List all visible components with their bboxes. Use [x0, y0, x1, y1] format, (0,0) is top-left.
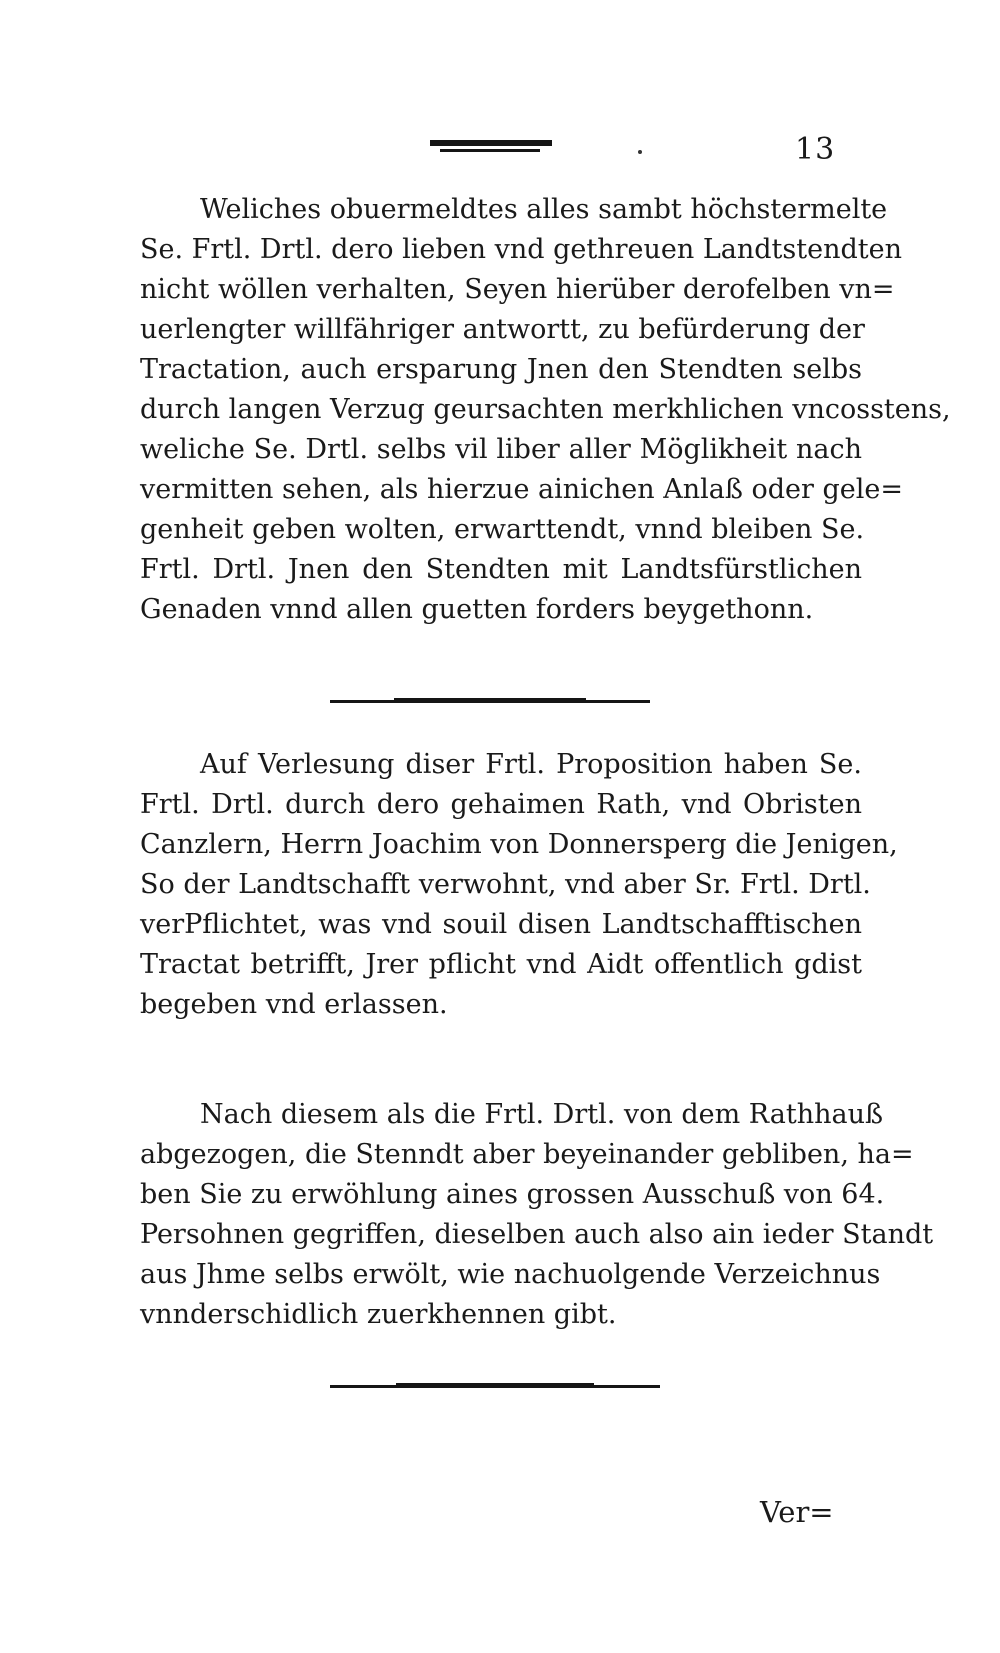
section-divider	[330, 700, 650, 703]
text-line: Nach diesem als die Frtl. Drtl. von dem Rathhauß	[200, 1099, 884, 1130]
text-line: nicht wöllen verhalten, Seyen hierüber derofelben vn=	[140, 274, 895, 305]
paragraph-3	[140, 1095, 934, 1335]
section-divider	[330, 1385, 660, 1388]
text-line: genheit geben wolten, erwarttendt, vnnd bleiben Se.	[140, 514, 865, 545]
text-line: durch langen Verzug geursachten merkhlichen vncosstens,	[140, 394, 951, 425]
text-line: vnnderschidlich zuerkhennen gibt.	[140, 1299, 617, 1330]
catchword: Ver=	[760, 1495, 834, 1529]
header-ornament-rule	[430, 140, 552, 155]
text-line: Se. Frtl. Drtl. dero lieben vnd gethreuen Landtstendten	[140, 234, 902, 265]
text-line: So der Landtschafft verwohnt, vnd aber Sr. Frtl. Drtl.	[140, 869, 871, 900]
header-dot	[638, 150, 642, 154]
text-line: Persohnen gegriffen, dieselben auch also ain ieder Standt	[140, 1219, 934, 1250]
text-line: Genaden vnnd allen guetten forders beygethonn.	[140, 594, 814, 625]
text-line: aus Jhme selbs erwölt, wie nachuolgende Verzeichnus	[140, 1259, 881, 1290]
text-line: vermitten sehen, als hierzue ainichen Anlaß oder gele=	[140, 474, 904, 505]
text-line: weliche Se. Drtl. selbs vil liber aller Möglikheit nach	[140, 434, 862, 465]
text-line: Canzlern, Herrn Joachim von Donnersperg die Jenigen,	[140, 829, 898, 860]
text-line: Tractat betrifft, Jrer pflicht vnd Aidt offentlich gdist	[140, 949, 862, 980]
text-line: Tractation, auch ersparung Jnen den Stendten selbs	[140, 354, 862, 385]
text-line: Frtl. Drtl. durch dero gehaimen Rath, vnd Obristen	[140, 789, 862, 820]
paragraph-1	[140, 190, 951, 630]
text-line: begeben vnd erlassen.	[140, 989, 448, 1020]
text-line: abgezogen, die Stenndt aber beyeinander gebliben, ha=	[140, 1139, 914, 1170]
text-line: Frtl. Drtl. Jnen den Stendten mit Landtsfürstlichen	[140, 554, 862, 585]
page-number: 13	[795, 132, 836, 167]
text-line: ben Sie zu erwöhlung aines grossen Ausschuß von 64.	[140, 1179, 885, 1210]
text-line: Weliches obuermeldtes alles sambt höchstermelte	[200, 194, 888, 225]
text-line: uerlengter willfähriger antwortt, zu befürderung der	[140, 314, 865, 345]
text-line: Auf Verlesung diser Frtl. Proposition haben Se.	[200, 749, 862, 780]
text-line: verPflichtet, was vnd souil disen Landtschafftischen	[140, 909, 862, 940]
header-rule-thin	[440, 149, 540, 152]
paragraph-2	[140, 745, 898, 1025]
header-rule-thick	[430, 140, 552, 146]
